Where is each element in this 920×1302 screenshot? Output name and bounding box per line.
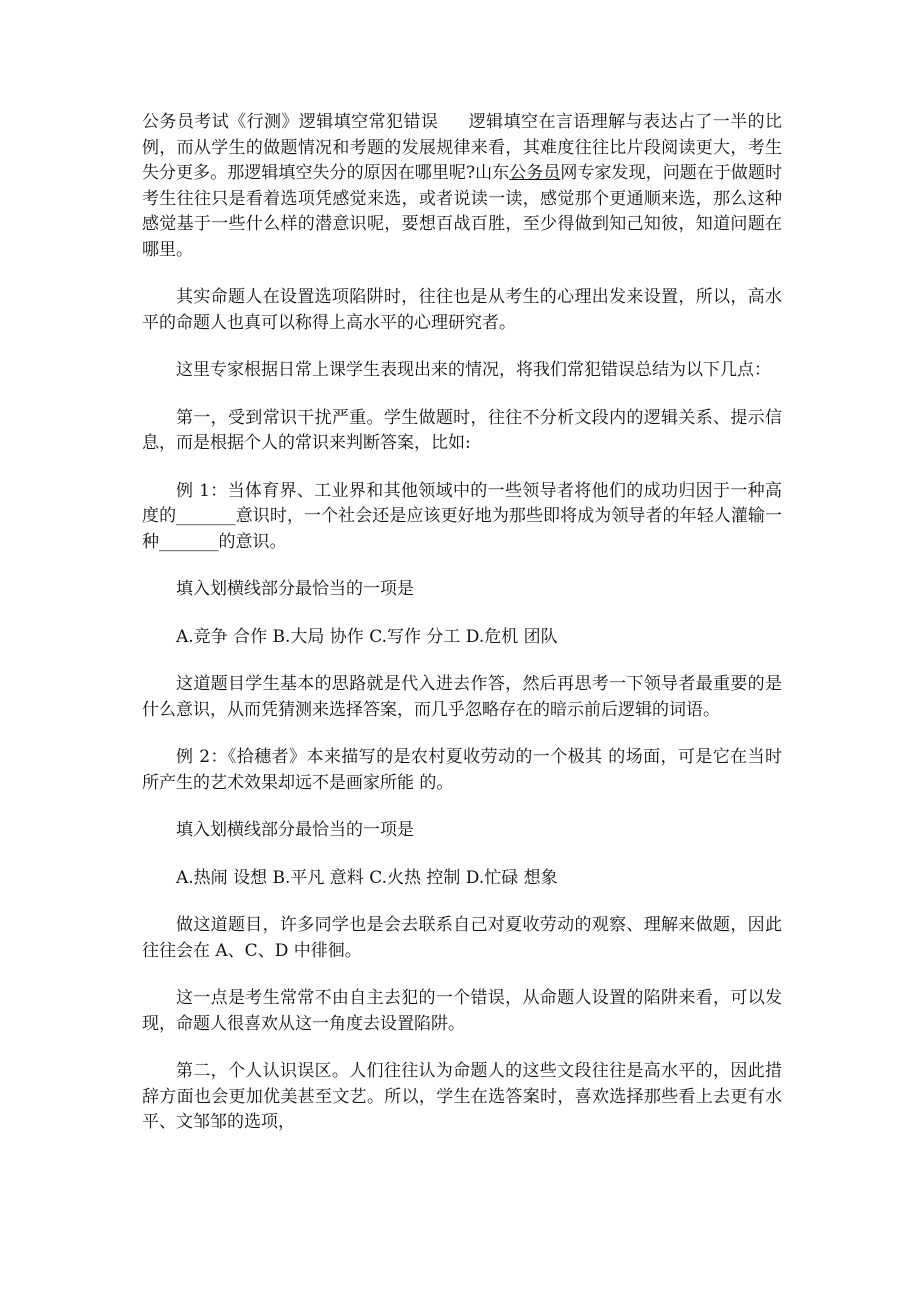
paragraph-example-two: 例 2：《拾穗者》本来描写的是农村夏收劳动的一个极其 的场面，可是它在当时所产生的艺术效果却远不是画家所能 的。 [142,747,782,793]
document-title: 公务员考试《行测》逻辑填空常犯错误 [142,112,439,132]
paragraph-question-prompt-two: 填入划横线部分最恰当的一项是 [176,820,414,840]
paragraph-options-two: A.热闹 设想 B.平凡 意料 C.火热 控制 D.忙碌 想象 [176,867,558,888]
intro-text-before-link: 逻辑填空在言语理解与表达占了一半的比例，而从学生的做题情况和考题的发展规律来看，其难度往往比片段阅读更大，考生失分更多。那逻辑填空失分的原因在哪里呢?山东 [142,112,783,183]
civil-servant-link[interactable]: 公务员 [509,163,561,183]
intro-paragraph [142,110,782,263]
paragraph-point-two: 第二，个人认识误区。人们往往认为命题人的这些文段往往是高水平的，因此措辞方面也会更加优美甚至文艺。所以，学生在选答案时，喜欢选择那些看上去更有水平、文邹邹的选项， [142,1061,782,1132]
paragraph-analysis-one: 这道题目学生基本的思路就是代入进去作答，然后再思考一下领导者最重要的是什么意识，从而凭猜测来选择答案，而几乎忽略存在的暗示前后逻辑的词语。 [142,674,782,720]
paragraph-options-one: A.竞争 合作 B.大局 协作 C.写作 分工 D.危机 团队 [176,626,558,647]
paragraph-question-prompt-one: 填入划横线部分最恰当的一项是 [176,579,414,599]
intro-text-after-link: 网专家发现，问题在于做题时考生往往只是看着选项凭感觉来选，或者说读一读，感觉那个更通顺来选，那么这种感觉基于一些什么样的潜意识呢，要想百战百胜，至少得做到知己知彼，知道问题在哪里。 [142,163,782,260]
paragraph-example-one: 例 1：当体育界、工业界和其他领域中的一些领导者将他们的成功归因于一种高度的_______意识时，一个社会还是应该更好地为那些即将成为领导者的年轻人灌输一种_______的意识。 [142,480,782,552]
paragraph-trap-note: 这一点是考生常常不由自主去犯的一个错误，从命题人设置的陷阱来看，可以发现，命题人很喜欢从这一角度去设置陷阱。 [142,988,782,1034]
paragraph-summary-intro: 这里专家根据日常上课学生表现出来的情况，将我们常犯错误总结为以下几点： [176,360,771,380]
paragraph-analysis-two: 做这道题目，许多同学也是会去联系自己对夏收劳动的观察、理解来做题，因此往往会在 A、C、D 中徘徊。 [142,915,782,961]
document-body [142,110,782,1158]
paragraph-point-one: 第一，受到常识干扰严重。学生做题时，往往不分析文段内的逻辑关系、提示信息，而是根据个人的常识来判断答案，比如: [142,407,782,453]
paragraph-designer-psychology: 其实命题人在设置选项陷阱时，往往也是从考生的心理出发来设置，所以，高水平的命题人也真可以称得上高水平的心理研究者。 [142,287,782,333]
